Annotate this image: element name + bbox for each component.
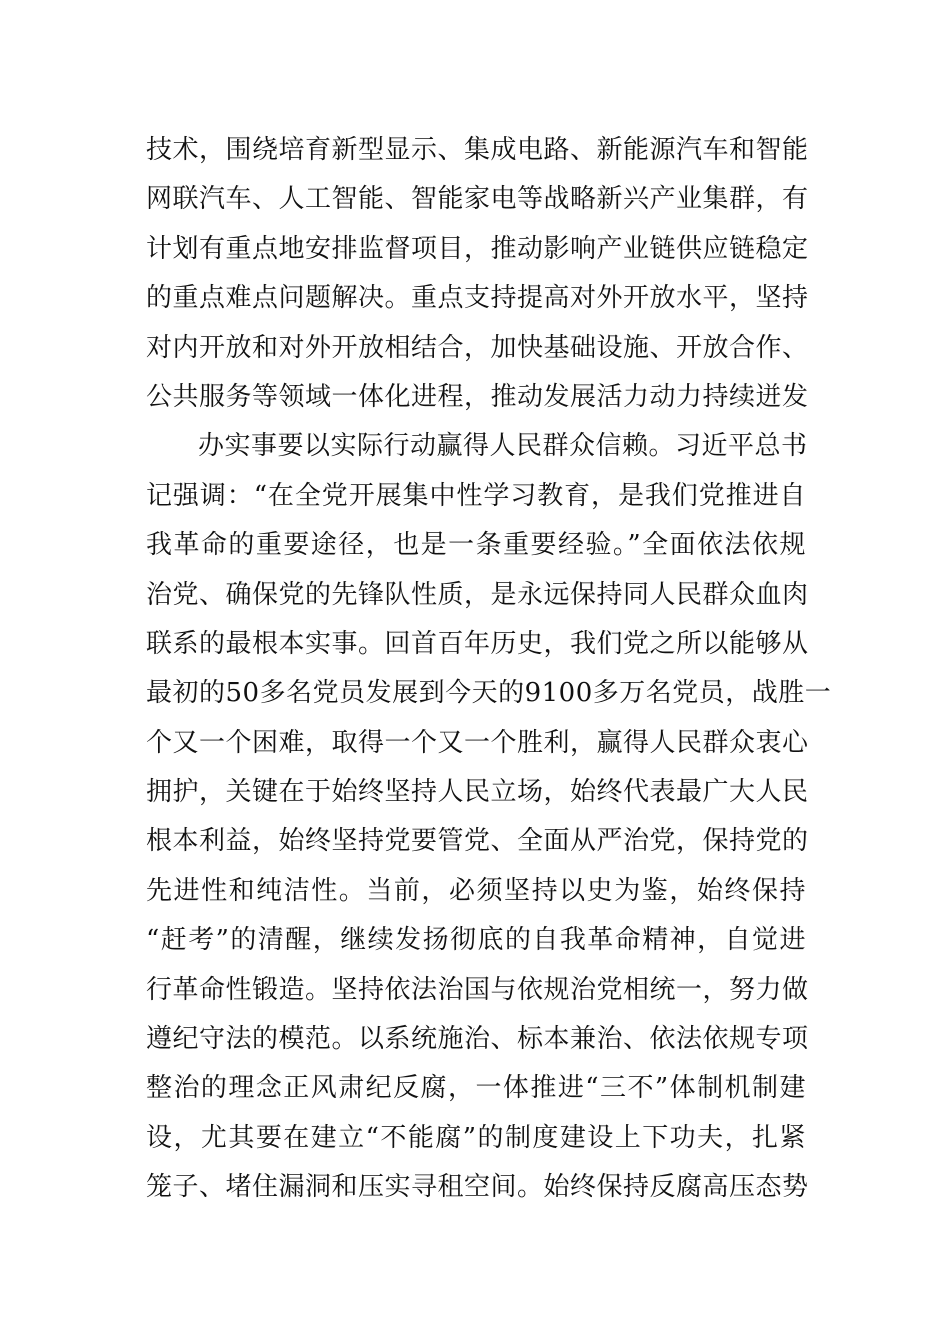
text-line-9: 我革命的重要途径，也是一条重要经验。”全面依法依规	[146, 530, 806, 561]
body-text	[146, 126, 832, 1213]
text-line-15: 根本利益，始终坚持党要管党、全面从严治党，保持党的	[146, 826, 809, 857]
text-line-10: 治党、确保党的先锋队性质，是永远保持同人民群众血肉	[146, 579, 809, 610]
text-line-13: 个又一个困难，取得一个又一个胜利，赢得人民群众衷心	[146, 727, 809, 758]
text-line-7: 办实事要以实际行动赢得人民群众信赖。习近平总书	[198, 431, 808, 462]
text-line-12: 最初的50多名党员发展到今天的9100多万名党员，战胜一	[146, 678, 832, 709]
text-line-6: 公共服务等领域一体化进程，推动发展活力动力持续迸发	[146, 381, 809, 412]
text-line-5: 对内开放和对外开放相结合，加快基础设施、开放合作、	[146, 332, 809, 363]
text-line-20: 整治的理念正风肃纪反腐，一体推进“三不”体制机制建	[146, 1073, 806, 1104]
text-line-17: “赶考”的清醒，继续发扬彻底的自我革命精神，自觉进	[146, 925, 806, 956]
text-line-18: 行革命性锻造。坚持依法治国与依规治党相统一，努力做	[146, 974, 809, 1005]
text-line-16: 先进性和纯洁性。当前，必须坚持以史为鉴，始终保持	[146, 875, 806, 906]
text-line-4: 的重点难点问题解决。重点支持提高对外开放水平，坚持	[146, 283, 809, 314]
text-line-1: 技术，围绕培育新型显示、集成电路、新能源汽车和智能	[146, 135, 809, 165]
text-line-19: 遵纪守法的模范。以系统施治、标本兼治、依法依规专项	[146, 1024, 809, 1055]
text-line-22: 笼子、堵住漏洞和压实寻租空间。始终保持反腐高压态势	[146, 1172, 809, 1203]
text-line-3: 计划有重点地安排监督项目，推动影响产业链供应链稳定	[146, 233, 809, 264]
text-line-14: 拥护，关键在于始终坚持人民立场，始终代表最广大人民	[146, 777, 809, 808]
text-line-11: 联系的最根本实事。回首百年历史，我们党之所以能够从	[146, 628, 809, 659]
text-line-2: 网联汽车、人工智能、智能家电等战略新兴产业集群，有	[146, 184, 809, 215]
text-line-8: 记强调：“在全党开展集中性学习教育，是我们党推进自	[146, 480, 806, 511]
text-line-21: 设，尤其要在建立“不能腐”的制度建设上下功夫，扎紧	[146, 1122, 806, 1153]
